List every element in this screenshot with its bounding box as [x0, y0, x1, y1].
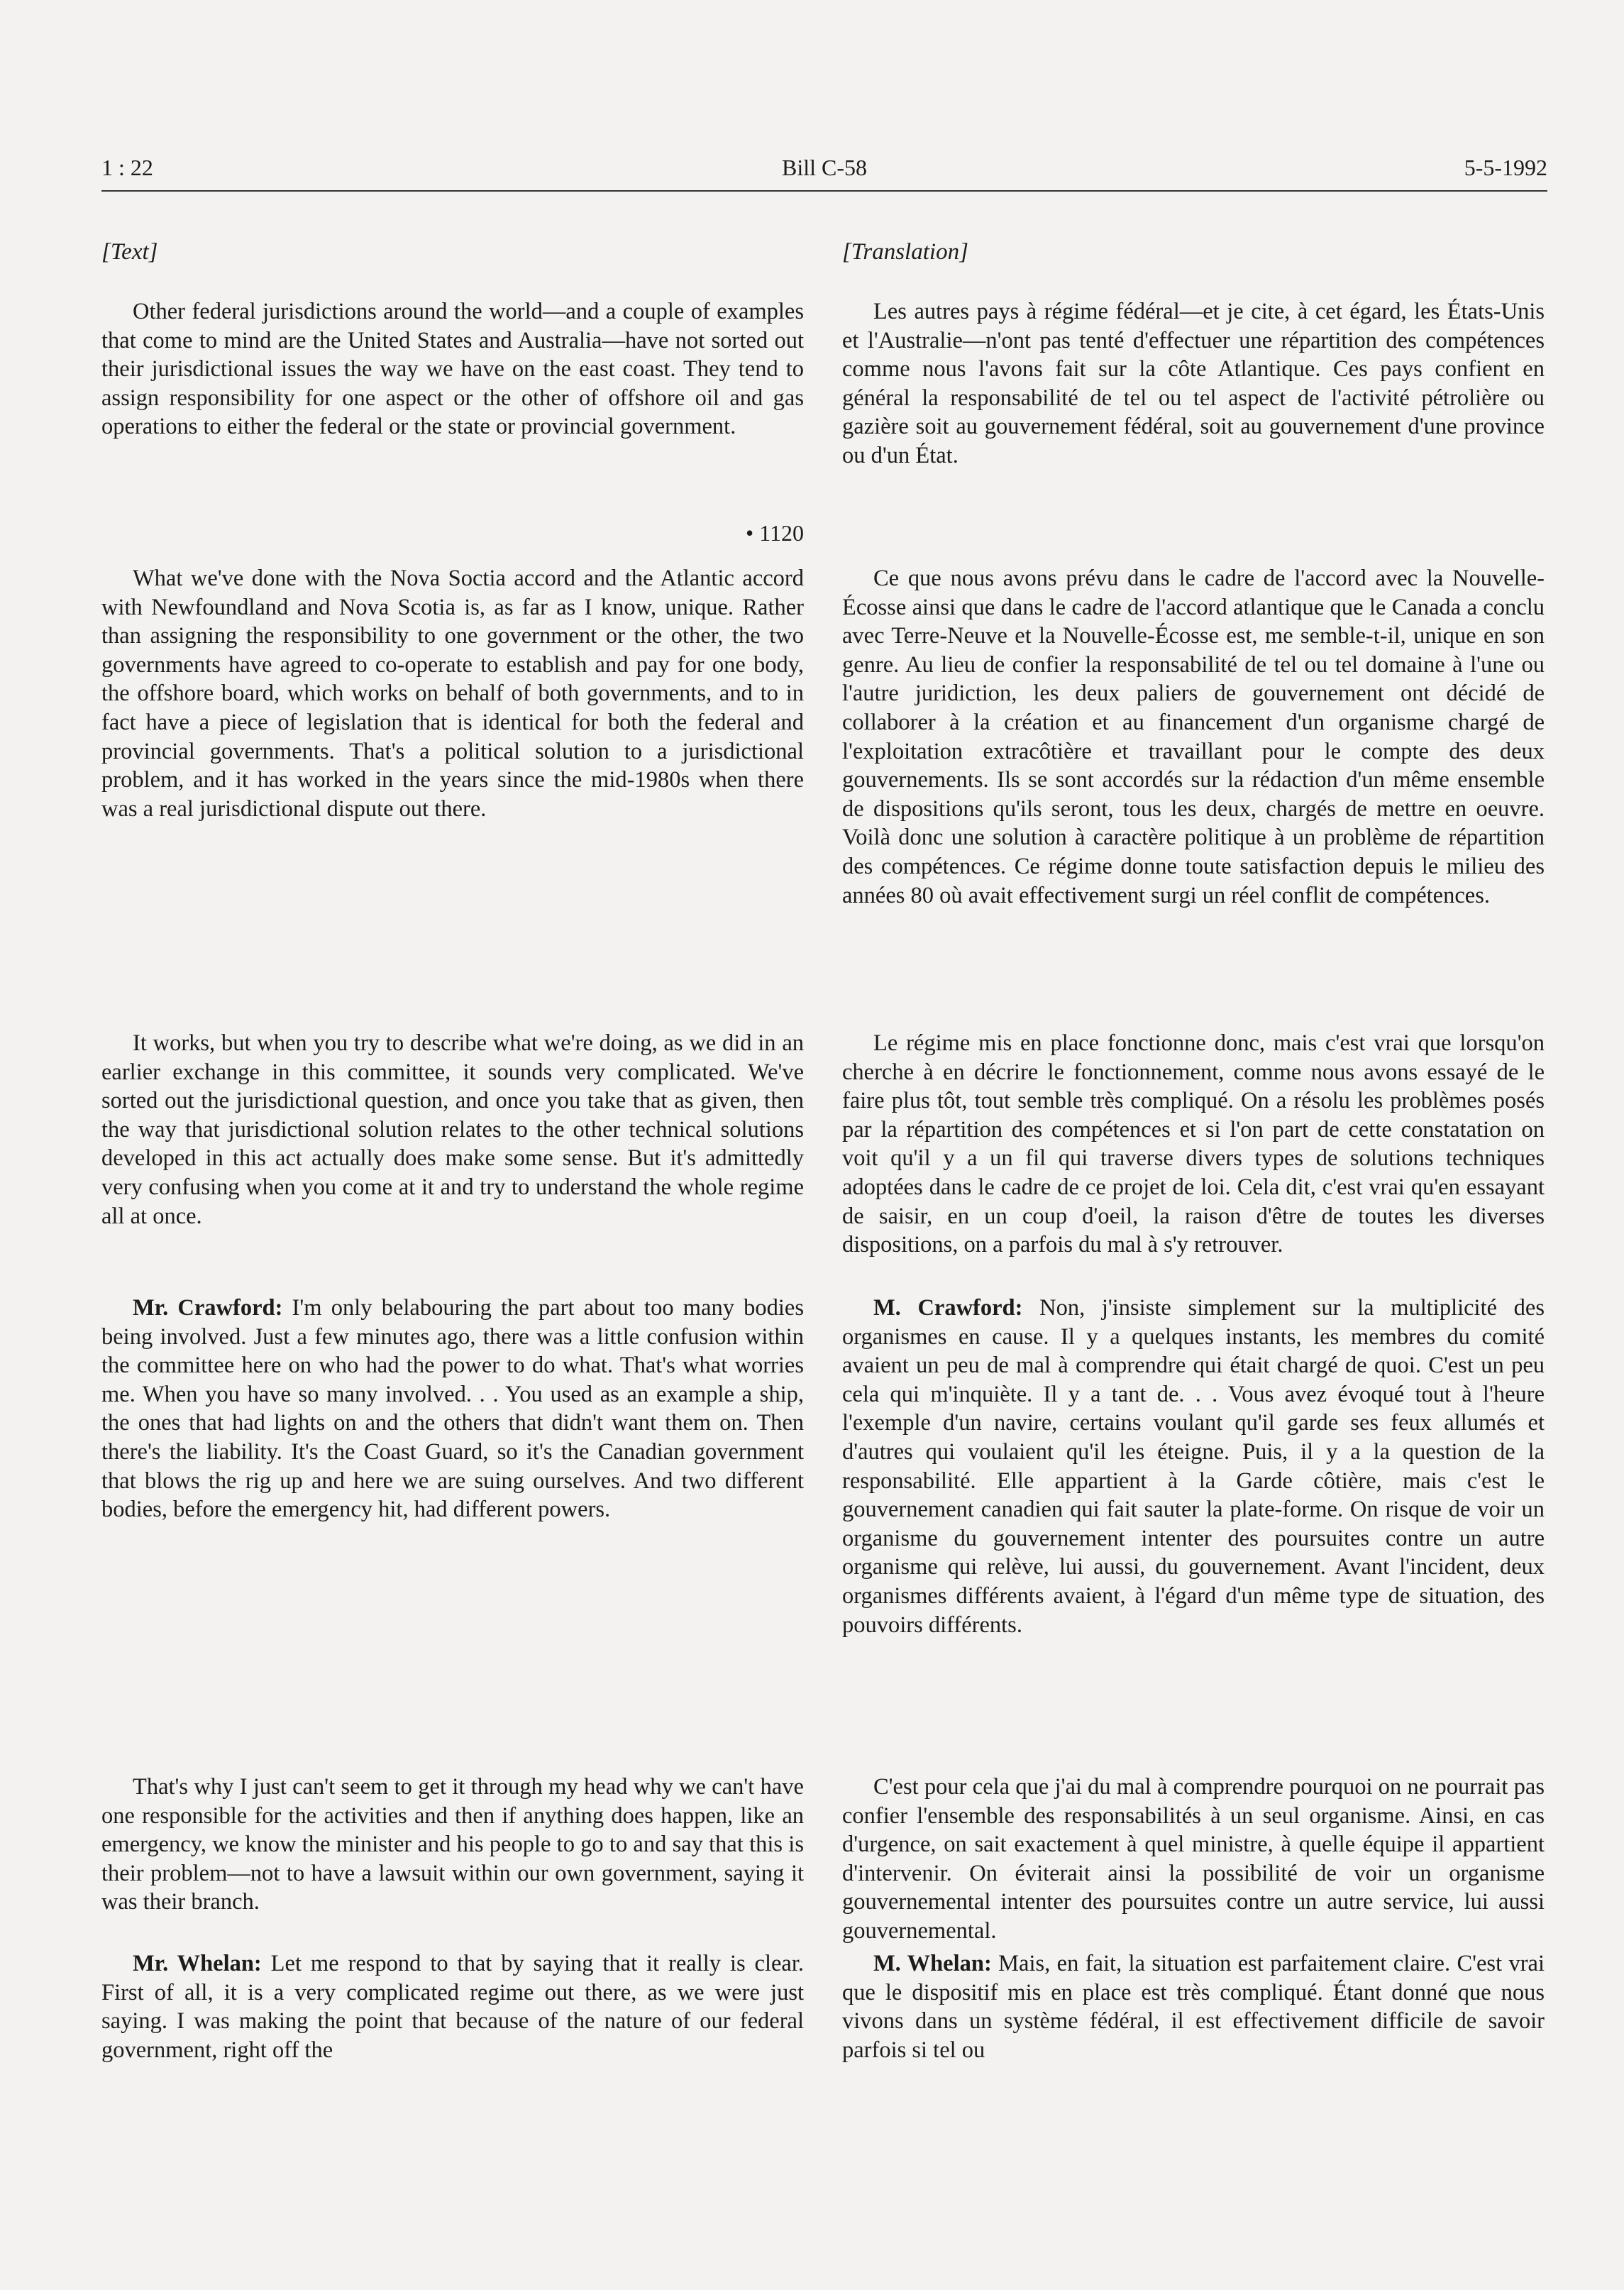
- speaker-name: Mr. Whelan:: [133, 1951, 262, 1976]
- paragraph: Ce que nous avons prévu dans le cadre de l'accord avec la Nouvelle-Écosse ainsi que dans le cadre de l'accord atlantique que le Canada a conclu avec Terre-Neuve et la Nouvelle-Écosse est, me semble-t-il, unique en son genre. Au lieu de confier la responsabilité de tel ou tel domaine à l'une ou l'autre juridiction, les deux paliers de gouvernement ont décidé de collaborer à la création et au financement d'un organisme chargé de l'exploitation extracôtière et travaillant pour le compte des deux gouvernements. Ils se sont accordés sur la rédaction d'un même ensemble de dispositions qu'ils seront, tous les deux, chargés de mettre en oeuvre. Voilà donc une solution à caractère politique à un problème de répartition des compétences. Ce régime donne toute satisfaction depuis le milieu des années 80 où avait effectivement surgi un réel conflit de compétences.: [842, 566, 1545, 908]
- page-header: [101, 155, 1547, 190]
- paragraph: [842, 1949, 1545, 2064]
- page-date: 5-5-1992: [1464, 155, 1547, 180]
- speaker-name: M. Crawford:: [873, 1295, 1023, 1321]
- text-label: [Text]: [101, 239, 158, 265]
- speech-text: I'm only belabouring the part about too many bodies being involved. Just a few minutes ago, there was a little confusion within the committee here on who had the power to do what. That's what worries me. When you have so many involved. . . You used as an example a ship, the ones that had lights on and the others that didn't want them on. Then there's the liability. It's the Coast Guard, so it's the Canadian government that blows the rig up and here we are suing ourselves. And two different bodies, before the emergency hit, had different powers.: [101, 1295, 804, 1523]
- paragraph: Le régime mis en place fonctionne donc, mais c'est vrai que lorsqu'on cherche à en décrire le fonctionnement, comme nous avons essayé de le faire plus tôt, tout semble très compliqué. On a résolu les problèmes posés par la répartition des compétences et si l'on part de cette constatation on voit qu'il y a un fil qui traverse divers types de solutions techniques adoptées dans le cadre de ce projet de loi. Cela dit, c'est vrai qu'en essayant de saisir, en un coup d'oeil, la raison d'être de toutes les diverses dispositions, on a parfois du mal à s'y retrouver.: [842, 1030, 1545, 1258]
- speech-text: Non, j'insiste simplement sur la multiplicité des organismes en cause. Il y a quelques instants, les membres du comité avaient un peu de mal à comprendre qui était chargé de quoi. C'est un peu cela qui m'inquiète. Il y a tant de. . . Vous avez évoqué tout à l'heure l'exemple d'un navire, certains voulant qu'il garde ses feux allumés et d'autres qui voulaient qu'il les éteigne. Puis, il y a la question de la responsabilité. Elle appartient à la Garde côtière, mais c'est le gouvernement canadien qui fait sauter la plate-forme. On risque de voir un organisme du gouvernement intenter des poursuites contre un autre organisme qui relève, lui aussi, du gouvernement. Avant l'incident, deux organismes différents avaient, à l'égard d'un même type de situation, des pouvoirs différents.: [842, 1295, 1545, 1638]
- paragraph: Other federal jurisdictions around the world—and a couple of examples that come to mind are the United States and Australia—have not sorted out their jurisdictional issues the way we have on the east coast. They tend to assign responsibility for one aspect or the other of offshore oil and gas operations to either the federal or the state or provincial government.: [101, 299, 804, 440]
- page-number: 1 : 22: [101, 155, 153, 180]
- header-rule: [101, 190, 1547, 192]
- speaker-name: Mr. Crawford:: [133, 1295, 283, 1321]
- speech-text: Let me respond to that by saying that it really is clear. First of all, it is a very complicated regime out there, as we were just saying. I was making the point that because of the nature of our federal government, right off the: [101, 1951, 804, 2063]
- time-marker: • 1120: [745, 520, 804, 546]
- paragraph: That's why I just can't seem to get it through my head why we can't have one responsible for the activities and then if anything does happen, like an emergency, we know the minister and his people to go to and say that this is their problem—not to have a lawsuit within our own government, saying it was their branch.: [101, 1774, 804, 1915]
- paragraph: C'est pour cela que j'ai du mal à comprendre pourquoi on ne pourrait pas confier l'ensemble des responsabilités à un seul organisme. Ainsi, en cas d'urgence, on sait exactement à quel ministre, à quelle équipe il appartient d'intervenir. On éviterait ainsi la possibilité de voir un organisme gouvernemental intenter des poursuites contre un autre service, lui aussi gouvernemental.: [842, 1774, 1545, 1944]
- speaker-name: M. Whelan:: [873, 1951, 992, 1976]
- paragraph: What we've done with the Nova Soctia accord and the Atlantic accord with Newfoundland and Nova Scotia is, as far as I know, unique. Rather than assigning the responsibility to one government or the other, the two governments have agreed to co-operate to establish and pay for one body, the offshore board, which works on behalf of both governments, and to in fact have a piece of legislation that is identical for both the federal and provincial governments. That's a political solution to a jurisdictional problem, and it has worked in the years since the mid-1980s when there was a real jurisdictional dispute out there.: [101, 566, 804, 822]
- speech-text: Mais, en fait, la situation est parfaitement claire. C'est vrai que le dispositif mis en place est très compliqué. Étant donné que nous vivons dans un système fédéral, il est effectivement difficile de savoir parfois si tel ou: [842, 1951, 1545, 2063]
- paragraph: It works, but when you try to describe what we're doing, as we did in an earlier exchange in this committee, it sounds very complicated. We've sorted out the jurisdictional question, and once you take that as given, then the way that jurisdictional solution relates to the other technical solutions developed in this act actually does make some sense. But it's admittedly very confusing when you come at it and try to understand the whole regime all at once.: [101, 1030, 804, 1229]
- paragraph: [101, 1949, 804, 2064]
- translation-label: [Translation]: [842, 239, 968, 265]
- paragraph: [842, 1294, 1545, 1639]
- paragraph: [101, 1294, 804, 1524]
- bill-title: Bill C-58: [781, 155, 867, 180]
- paragraph: Les autres pays à régime fédéral—et je cite, à cet égard, les États-Unis et l'Australie—n'ont pas tenté d'effectuer une répartition des compétences comme nous l'avons fait sur la côte Atlantique. Ces pays confient en général la responsabilité de tel ou tel aspect de l'activité pétrolière ou gazière soit au gouvernement fédéral, soit au gouvernement d'une province ou d'un État.: [842, 299, 1545, 468]
